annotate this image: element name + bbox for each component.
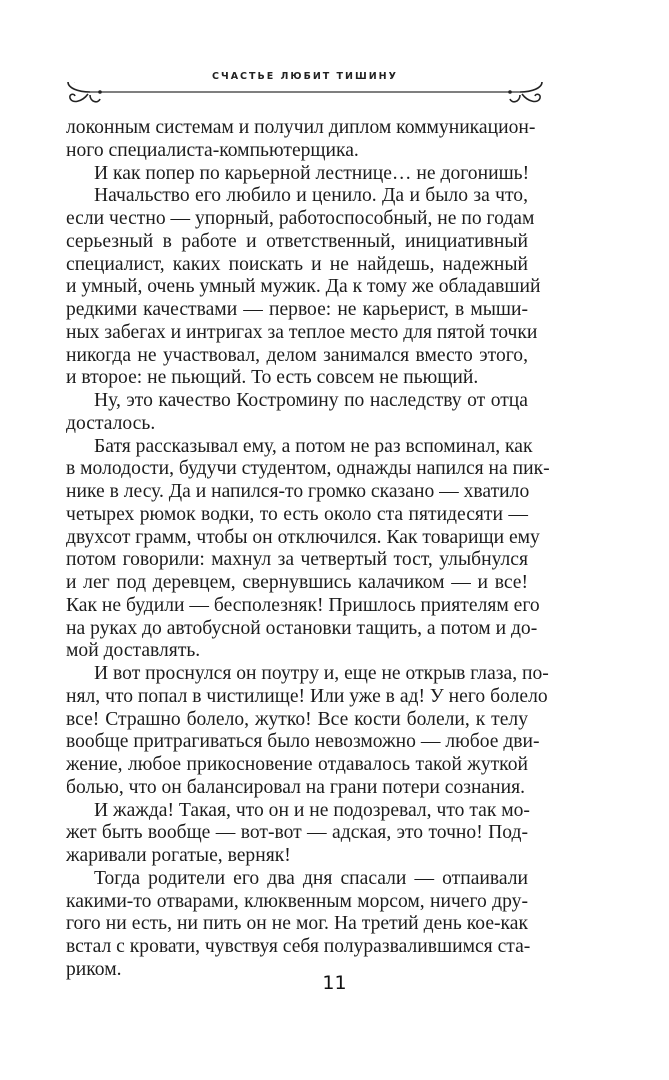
text-line: ного специалиста-компьютерщика.: [66, 139, 359, 161]
text-line: гого ни есть, ни пить он не мог. На третий день кое-как: [66, 913, 528, 935]
text-line: И жажда! Такая, что он и не подозревал, что так мо-: [94, 799, 530, 821]
text-line: Батя рассказывал ему, а потом не раз вспоминал, как: [94, 435, 533, 457]
text-line: и второе: не пьющий. То есть совсем не пьющий.: [66, 367, 479, 389]
text-line: никогда не участвовал, делом занимался вместо этого,: [66, 344, 528, 366]
text-line: нике в лесу. Да и напился-то громко сказано — хватило: [66, 481, 530, 502]
text-line: какими-то отварами, клюквенным морсом, ничего дру-: [66, 890, 528, 912]
text-line: редкими качествами — первое: не карьерист, в мыши-: [66, 299, 528, 320]
text-line: Ну, это качество Костромину по наследству от отца: [94, 390, 528, 411]
text-line: нял, что попал в чистилище! Или уже в ад! У него болело: [66, 685, 548, 707]
body-text: [66, 117, 550, 982]
text-line: и лег под деревцем, свернувшись калачиком — и все!: [66, 572, 528, 593]
text-line: Тогда родители его два дня спасали — отпаивали: [94, 867, 528, 889]
text-line: двухсот грамм, чтобы он отключился. Как товарищи ему: [66, 526, 540, 548]
paragraph: [66, 867, 531, 982]
text-line: риком.: [66, 958, 122, 980]
text-line: потом говорили: махнул за четвертый тост, улыбнулся: [66, 549, 528, 571]
text-line: специалист, каких поискать и не найдешь, надежный: [66, 253, 528, 275]
running-header: [60, 62, 550, 112]
text-line: досталось.: [66, 412, 156, 434]
text-line: и умный, очень умный мужик. Да к тому же обладавший: [66, 276, 541, 298]
paragraph: [66, 390, 528, 436]
text-line: жаривали рогатые, верняк!: [66, 845, 291, 866]
text-line: жет быть вообще — вот-вот — адская, это точно! Под-: [66, 822, 528, 844]
text-line: И как попер по карьерной лестнице… не догонишь!: [94, 162, 530, 184]
text-line: все! Страшно болело, жутко! Все кости болели, к телу: [66, 708, 528, 730]
text-line: локонным системам и получил диплом коммуникацион-: [66, 117, 536, 138]
text-line: болью, что он балансировал на грани потери сознания.: [66, 776, 526, 798]
text-line: серьезный в работе и ответственный, инициативный: [66, 230, 528, 252]
paragraph: [66, 663, 549, 800]
paragraph: [66, 163, 528, 186]
text-line: встал с кровати, чувствуя себя полуразвалившимся ста-: [66, 936, 531, 957]
paragraph: [66, 117, 536, 163]
text-line: вообще притрагиваться было невозможно — любое дви-: [66, 731, 540, 753]
text-line: жение, любое прикосновение отдавалось такой жуткой: [66, 754, 528, 775]
text-line: на руках до автобусной остановки тащить, а потом и до-: [66, 617, 538, 639]
text-line: мой доставлять.: [66, 640, 201, 662]
text-line: в молодости, будучи студентом, однажды напился на пик-: [66, 458, 550, 480]
text-line: Начальство его любило и ценило. Да и было за что,: [94, 185, 528, 207]
text-line: четырех рюмок водки, то есть около ста пятидесяти —: [66, 503, 528, 525]
page-number: 11: [322, 972, 347, 994]
ornamental-rule-icon: [60, 82, 550, 112]
running-title: СЧАСТЬЕ ЛЮБИТ ТИШИНУ: [212, 71, 398, 82]
paragraph: [66, 185, 541, 390]
paragraph: [66, 435, 550, 664]
text-line: если честно — упорный, работоспособный, не по годам: [66, 208, 535, 229]
text-line: Как не будили — бесполезняк! Пришлось приятелям его: [66, 594, 540, 616]
text-line: ных забегах и интригах за теплое место для пятой точки: [66, 321, 538, 343]
text-line: И вот проснулся он поутру и, еще не открыв глаза, по-: [94, 663, 549, 684]
paragraph: [66, 800, 528, 868]
